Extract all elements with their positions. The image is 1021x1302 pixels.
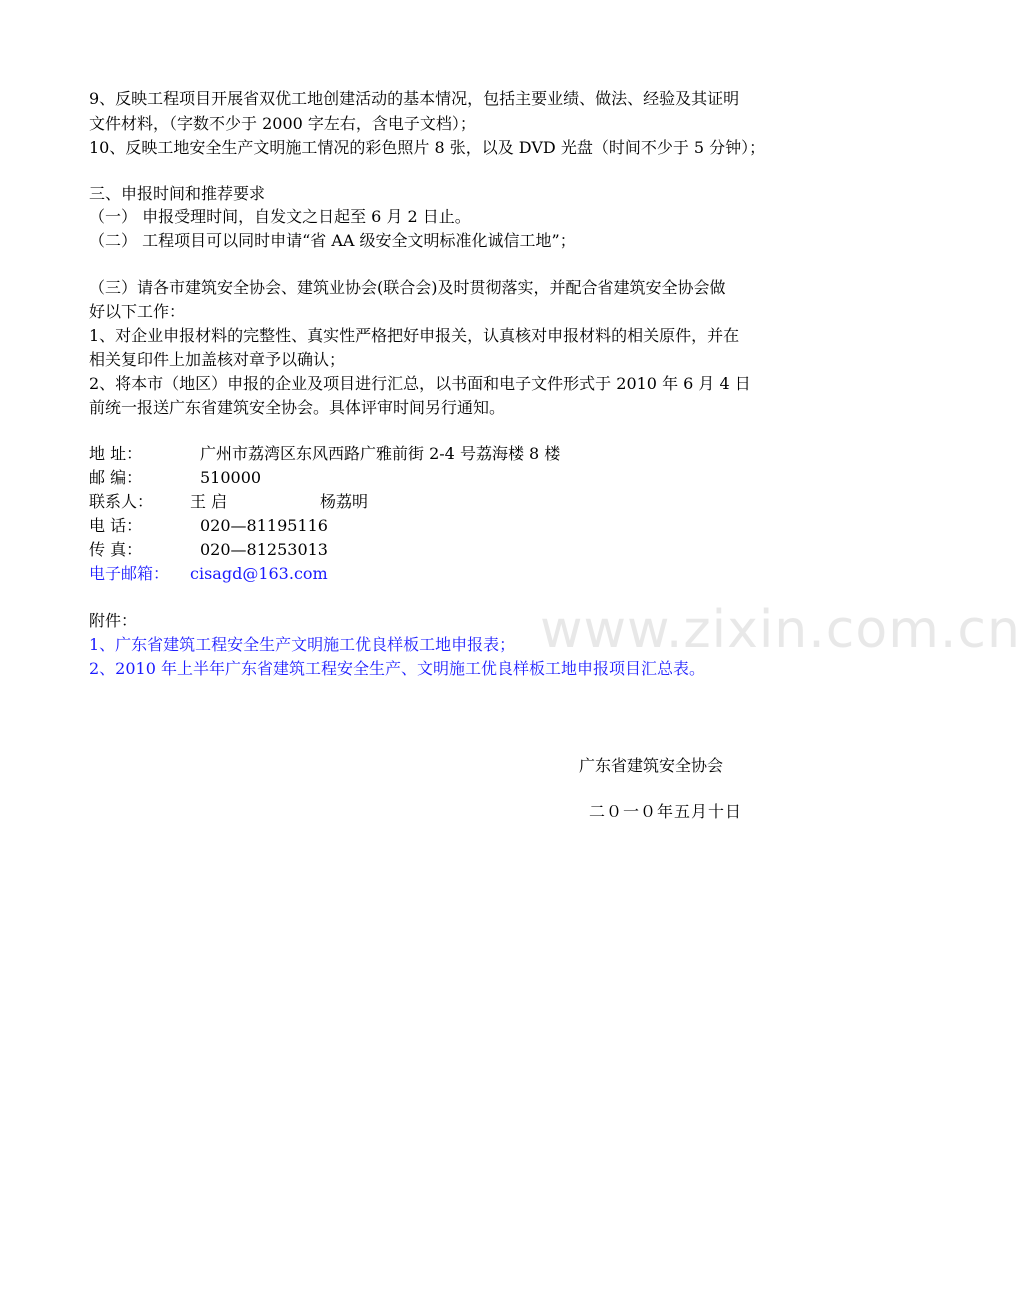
signature-date: 二０一０年五月十日 bbox=[589, 802, 743, 821]
contacts-label: 联系人： bbox=[89, 492, 154, 511]
item-9-line-1: 9、反映工程项目开展省双优工地创建活动的基本情况，包括主要业绩、做法、经验及其证明 bbox=[89, 89, 740, 108]
item-10: 10、反映工地安全生产文明施工情况的彩色照片 8 张，以及 DVD 光盘（时间不少于 5 分钟）； bbox=[89, 138, 766, 157]
section-3-heading: 三、申报时间和推荐要求 bbox=[89, 184, 266, 203]
postcode-label: 邮 编： bbox=[89, 468, 143, 487]
contact-person-1: 王 启 bbox=[190, 492, 228, 511]
signature-org: 广东省建筑安全协会 bbox=[579, 756, 724, 775]
email-label: 电子邮箱： bbox=[89, 564, 170, 583]
postcode-value: 510000 bbox=[200, 468, 262, 487]
address-label: 地 址： bbox=[89, 444, 143, 463]
phone-value: 020—81195116 bbox=[200, 516, 328, 535]
contact-person-2: 杨荔明 bbox=[320, 492, 369, 511]
section-3-para-3-line-2: 好以下工作： bbox=[89, 302, 186, 321]
item-9-line-2: 文件材料，（字数不少于 2000 字左右，含电子文档）； bbox=[89, 114, 476, 133]
section-3-para-1: （一） 申报受理时间，自发文之日起至 6 月 2 日止。 bbox=[89, 207, 471, 226]
section-3-para-2: （二） 工程项目可以同时申请“省 AA 级安全文明标准化诚信工地”； bbox=[89, 231, 576, 250]
work-2-line-1: 2、将本市（地区）申报的企业及项目进行汇总，以书面和电子文件形式于 2010 年 6 月 4 日 bbox=[89, 374, 751, 393]
fax-value: 020—81253013 bbox=[200, 540, 328, 559]
email-link[interactable]: cisagd@163.com bbox=[190, 564, 328, 583]
fax-label: 传 真： bbox=[89, 540, 143, 559]
attachment-1-link[interactable]: 1、广东省建筑工程安全生产文明施工优良样板工地申报表； bbox=[89, 635, 516, 654]
attachments-label: 附件： bbox=[89, 611, 138, 630]
attachment-2-link[interactable]: 2、2010 年上半年广东省建筑工程安全生产、文明施工优良样板工地申报项目汇总表。 bbox=[89, 659, 705, 678]
watermark: www.zixin.com.cn bbox=[540, 600, 1021, 660]
address-value: 广州市荔湾区东风西路广雅前街 2-4 号荔海楼 8 楼 bbox=[200, 444, 561, 463]
work-1-line-1: 1、对企业申报材料的完整性、真实性严格把好申报关，认真核对申报材料的相关原件，并在 bbox=[89, 326, 740, 345]
work-1-line-2: 相关复印件上加盖核对章予以确认； bbox=[89, 350, 346, 369]
work-2-line-2: 前统一报送广东省建筑安全协会。具体评审时间另行通知。 bbox=[89, 398, 506, 417]
section-3-para-3-line-1: （三）请各市建筑安全协会、建筑业协会(联合会)及时贯彻落实，并配合省建筑安全协会做 bbox=[89, 278, 726, 297]
phone-label: 电 话： bbox=[89, 516, 143, 535]
